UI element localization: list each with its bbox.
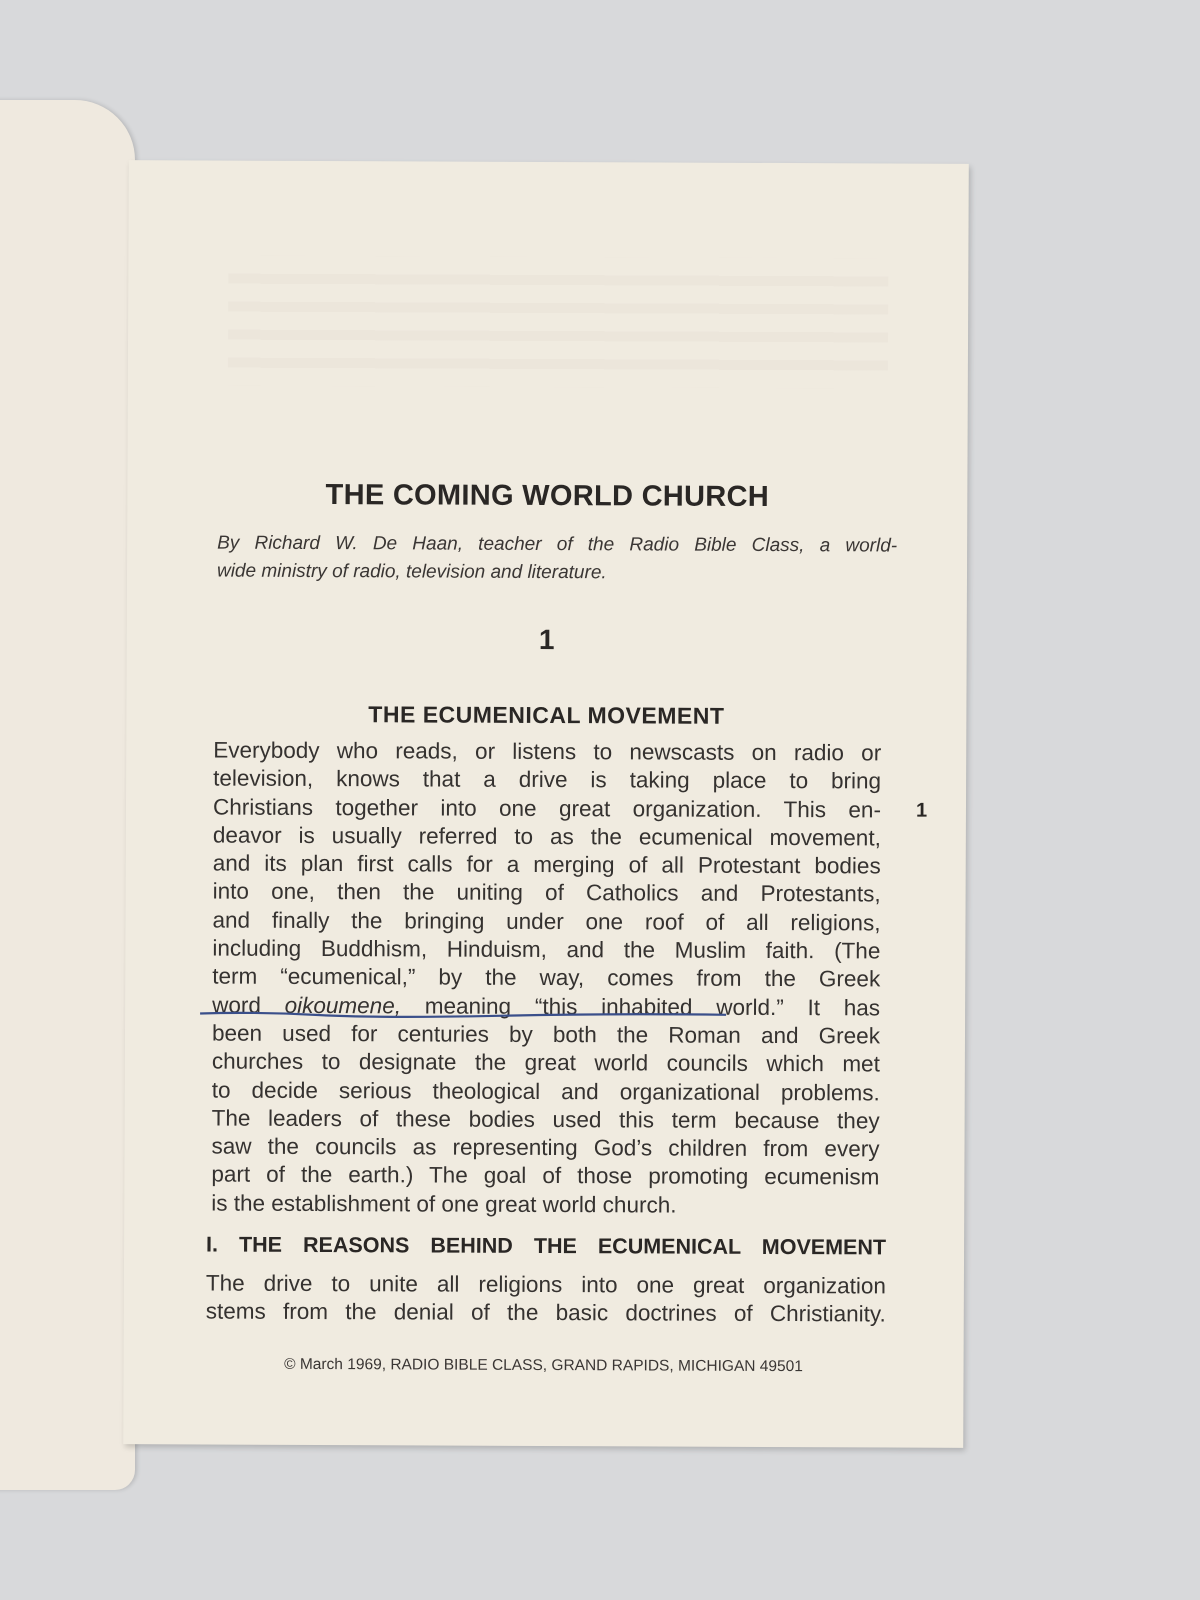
text-line: to decide serious theological and organizational problems. <box>211 1077 880 1106</box>
text-line: into one, then the uniting of Catholics and Protestants, <box>212 879 881 907</box>
copyright-footer: © March 1969, RADIO BIBLE CLASS, GRAND RAPIDS, MICHIGAN 49501 <box>284 1355 803 1376</box>
bleed-through-text <box>228 256 889 389</box>
text-line: The drive to unite all religions into one great organization <box>205 1270 886 1299</box>
margin-page-number: 1 <box>915 799 928 822</box>
chapter-number: 1 <box>538 623 555 656</box>
body-text <box>211 737 881 1221</box>
byline <box>217 531 897 591</box>
section-heading: I. THE REASONS BEHIND THE ECUMENICAL MOVEMENT <box>206 1232 887 1260</box>
text-line: including Buddhism, Hinduism, and the Muslim faith. (The <box>212 935 881 964</box>
left-page <box>0 100 135 1490</box>
chapter-title: THE ECUMENICAL MOVEMENT <box>368 701 725 729</box>
text-line: Christians together into one great organization. This en- <box>212 794 882 823</box>
text-line: Everybody who reads, or listens to newscasts on radio or <box>213 737 882 766</box>
text-line: been used for centuries by both the Roman and Greek <box>211 1020 881 1049</box>
text-line: and its plan first calls for a merging of all Protestant bodies <box>212 850 881 879</box>
greek-word: oikoumene, <box>284 992 402 1019</box>
text-line: The leaders of these bodies used this term because they <box>211 1105 880 1134</box>
text-line: deavor is usually referred to as the ecumenical movement, <box>212 822 881 851</box>
text-line: saw the councils as representing God’s children from every <box>211 1133 880 1162</box>
document-title: THE COMING WORLD CHURCH <box>325 479 770 513</box>
text-line: part of the earth.) The goal of those promoting ecumenism <box>211 1161 880 1190</box>
text-line: is the establishment of one great world church. <box>211 1190 677 1218</box>
text-line: word oikoumene, meaning “this inhabited world.” It has <box>212 992 881 1021</box>
text-line: term “ecumenical,” by the way, comes from the Greek <box>212 963 881 992</box>
booklet-page <box>123 160 969 1448</box>
text-line: churches to designate the great world councils which met <box>211 1048 880 1077</box>
text-line: television, knows that a drive is taking place to bring <box>213 765 882 794</box>
text-line: and finally the bringing under one roof of all religions, <box>212 907 881 936</box>
section-text <box>206 1269 886 1329</box>
byline-line: wide ministry of radio, television and literature. <box>216 560 607 584</box>
byline-line: By Richard W. De Haan, teacher of the Radio Bible Class, a world- <box>217 532 898 557</box>
text-line: stems from the denial of the basic doctrines of Christianity. <box>205 1298 886 1327</box>
